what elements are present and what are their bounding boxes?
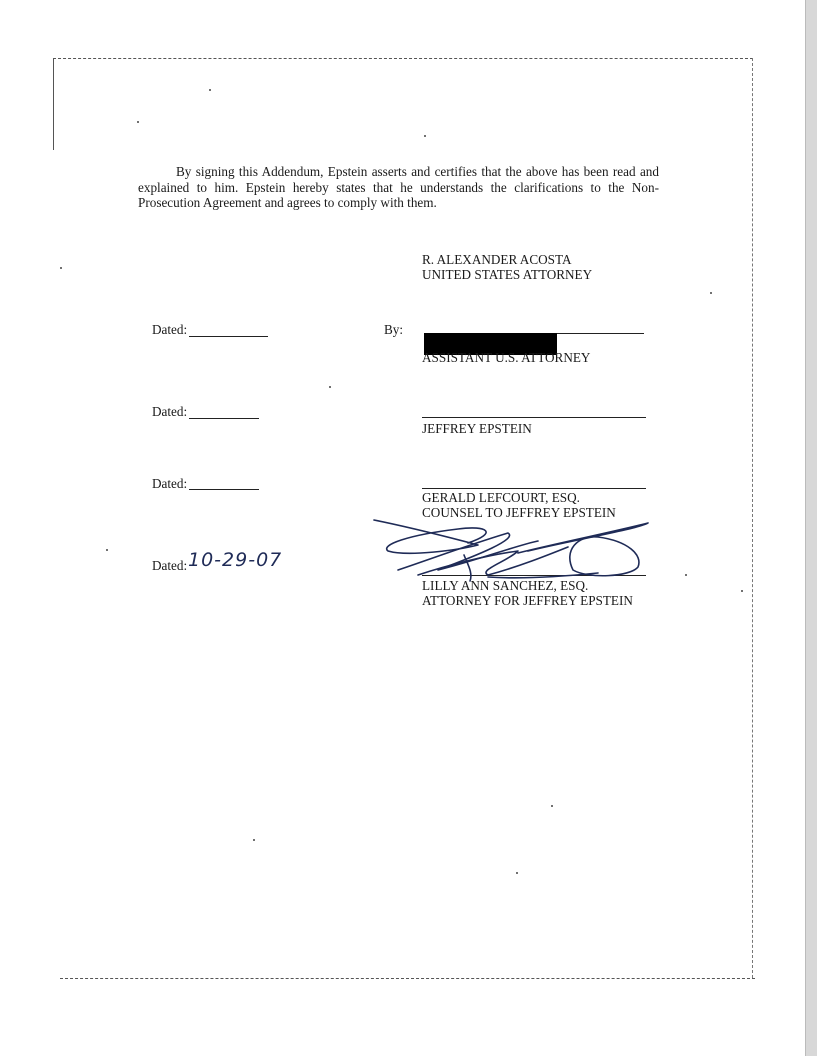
scan-speck: [137, 121, 139, 123]
scan-speck: [741, 590, 743, 592]
signer-label-assistant-us-attorney: ASSISTANT U.S. ATTORNEY: [422, 350, 591, 365]
scan-frame-right-line: [752, 58, 753, 978]
scan-speck: [424, 135, 426, 137]
scan-speck: [516, 872, 518, 874]
scan-speck: [106, 549, 108, 551]
signer-label-jeffrey-epstein: JEFFREY EPSTEIN: [422, 421, 532, 436]
us-attorney-title: UNITED STATES ATTORNEY: [422, 267, 593, 282]
date-line: [189, 418, 259, 419]
scan-speck: [685, 574, 687, 576]
scan-frame-bottom-line: [60, 978, 755, 979]
date-line: [189, 336, 268, 337]
scan-speck: [253, 839, 255, 841]
dated-label: Dated:: [152, 404, 188, 419]
addendum-acknowledgement-paragraph: By signing this Addendum, Epstein asserts and certifies that the above has been read and explained to him. Epstein hereby states that he understands the clarifications to the Non-Prosecution Agreement and agrees to comply with them.: [138, 164, 659, 210]
by-label: By:: [384, 322, 404, 337]
signer-role-counsel: COUNSEL TO JEFFREY EPSTEIN: [422, 505, 616, 520]
us-attorney-name: R. ALEXANDER ACOSTA: [422, 252, 572, 267]
signer-label-lilly-ann-sanchez: LILLY ANN SANCHEZ, ESQ.: [422, 578, 589, 593]
signature-line: [422, 417, 646, 418]
scan-frame-top-line: [53, 58, 753, 59]
signature-line: [422, 488, 646, 489]
dated-label: Dated:: [152, 476, 188, 491]
dated-label: Dated:: [152, 322, 188, 337]
signer-label-gerald-lefcourt: GERALD LEFCOURT, ESQ.: [422, 490, 580, 505]
scan-frame-left-line: [53, 58, 54, 150]
page-edge-shadow: [805, 0, 817, 1056]
date-line: [189, 489, 259, 490]
scan-speck: [551, 805, 553, 807]
scan-speck: [710, 292, 712, 294]
signature-line: [557, 333, 644, 334]
dated-label: Dated:: [152, 558, 188, 573]
scan-speck: [60, 267, 62, 269]
signer-role-attorney: ATTORNEY FOR JEFFREY EPSTEIN: [422, 593, 633, 608]
scan-speck: [209, 89, 211, 91]
scan-speck: [329, 386, 331, 388]
handwritten-date: 10-29-07: [188, 549, 283, 571]
